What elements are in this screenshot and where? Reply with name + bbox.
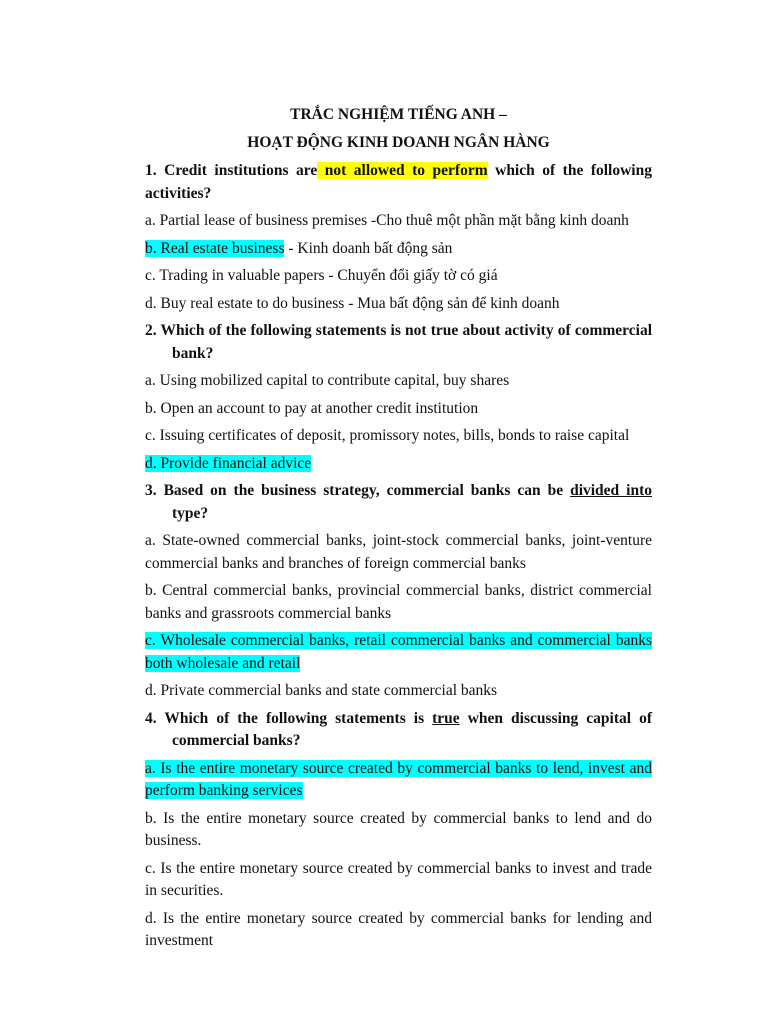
question-3-option-b: b. Central commercial banks, provincial commercial banks, district commercial banks and grassroots commercial banks — [145, 582, 652, 622]
question-1-pre: 1. Credit institutions are — [145, 162, 318, 179]
question-2-option-d — [145, 453, 652, 476]
question-4-pre: 4. Which of the following statements is — [145, 709, 433, 727]
question-3-option-d: d. Private commercial banks and state commercial banks — [145, 682, 498, 699]
question-4-option-b: b. Is the entire monetary source created by commercial banks to lend and do business. — [145, 809, 652, 849]
question-2-option-a: a. Using mobilized capital to contribute capital, buy shares — [145, 372, 510, 389]
question-1-option-d: d. Buy real estate to do business - Mua bất động sản để kinh doanh — [145, 294, 560, 312]
question-2-option-c: c. Issuing certificates of deposit, promissory notes, bills, bonds to raise capital — [145, 427, 630, 444]
question-3-option-c-answer-1: c. Wholesale commercial banks, retail commercial banks and commercial banks — [145, 632, 652, 649]
question-3-pre: 3. Based on the business strategy, commercial banks can be — [145, 482, 571, 499]
document-title-line-2: HOẠT ĐỘNG KINH DOANH NGÂN HÀNG — [247, 134, 550, 151]
question-1-highlight: not allowed to perform — [317, 162, 488, 179]
question-1-option-b-rest: - Kinh doanh bất động sản — [284, 239, 453, 257]
question-1 — [145, 160, 652, 205]
question-4-option-a-answer-1: a. Is the entire monetary source created by commercial banks to lend, invest and — [145, 759, 652, 777]
question-1-option-b-answer: b. Real estate business — [145, 239, 285, 257]
question-3-underlined: divided into — [570, 482, 652, 499]
question-3-option-a: a. State-owned commercial banks, joint-stock commercial banks, joint-venture commercial banks and branches of foreign commercial banks — [145, 532, 652, 572]
question-3-post: type? — [172, 504, 209, 522]
question-1-option-b — [145, 238, 652, 261]
question-1-option-c: c. Trading in valuable papers - Chuyển đổi giấy tờ có giá — [145, 267, 498, 284]
question-4-post: when discussing capital of commercial banks? — [172, 709, 653, 749]
question-4-option-a — [145, 758, 652, 803]
document-page — [145, 104, 652, 958]
question-3-option-c — [145, 630, 652, 675]
question-1-post: which of the following activities? — [145, 162, 652, 202]
question-2-option-d-answer: d. Provide financial advice — [145, 454, 312, 472]
question-2: 2. Which of the following statements is not true about activity of commercial bank? — [145, 322, 652, 362]
question-1-option-a: a. Partial lease of business premises -Cho thuê một phần mặt bằng kinh doanh — [145, 212, 629, 229]
question-4 — [145, 708, 652, 753]
question-3 — [145, 480, 652, 525]
question-4-underlined: true — [432, 709, 460, 727]
question-4-option-c: c. Is the entire monetary source created by commercial banks to invest and trade in securities. — [145, 859, 652, 899]
question-4-option-d: d. Is the entire monetary source created by commercial banks for lending and investment — [145, 909, 652, 949]
question-2-option-b: b. Open an account to pay at another credit institution — [145, 399, 479, 417]
document-title-line-1: TRẮC NGHIỆM TIẾNG ANH – — [290, 106, 507, 123]
question-3-option-c-answer-2: both wholesale and retail — [145, 654, 301, 672]
question-4-option-a-answer-2: perform banking services — [145, 782, 303, 799]
